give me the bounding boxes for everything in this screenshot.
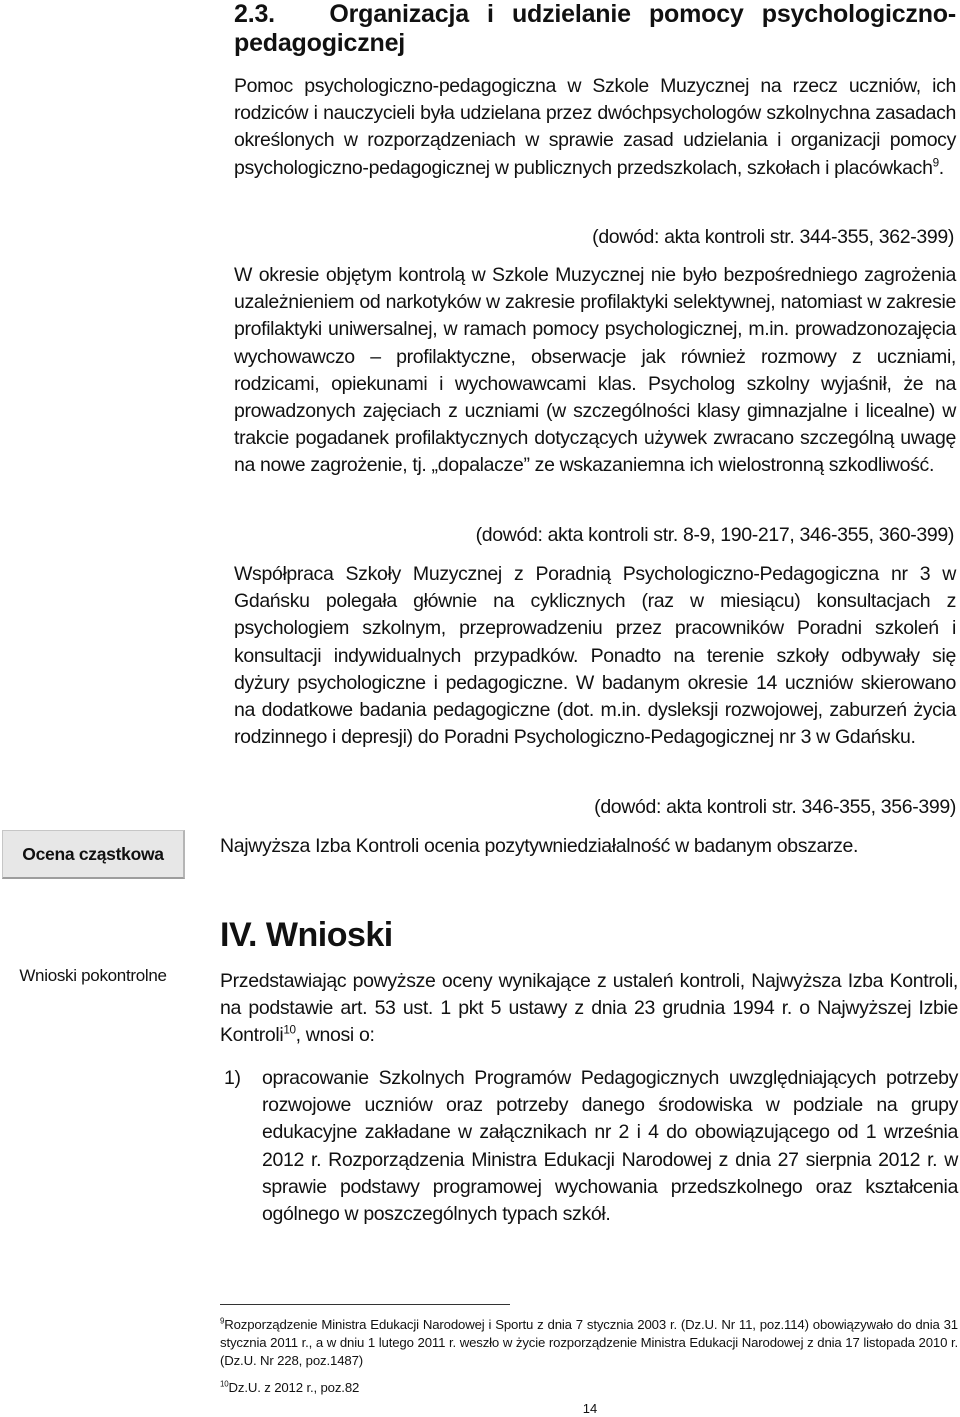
footnote-ref-10[interactable]: 10	[283, 1023, 296, 1037]
recommendations-intro: Przedstawiając powyższe oceny wynikające z ustaleń kontroli, Najwyższa Izba Kontroli, na podstawie art. 53 ust. 1 pkt 5 ustawy z dnia 23 grudnia 1994 r. o Najwyższej Izbie Kontroli$^{10}$, wnosi o:	[220, 970, 958, 1047]
evidence-reference: (dowód: akta kontroli str. 8-9, 190-217, 346-355, 360-399)	[475, 524, 954, 546]
post-audit-recommendations-label: Wnioski pokontrolne	[19, 966, 167, 985]
paragraph-cooperation: Współpraca Szkoły Muzycznej z Poradnią Psychologiczno-Pedagogiczna nr 3 w Gdańsku polegała głównie na cyklicznych (raz w miesiącu) konsultacjach z psychologiem szkolnym, przeprowadzeniu przez pracowników Poradni szkoleń i konsultacji indywidualnych przypadków. Ponadto na terenie szkoły odbywały się dyżury psychologiczne i pedagogiczne. W badanym okresie 14 uczniów skierowano na dodatkowe badania pedagogiczne (dot. m.in. dysleksji rozwojowej, zaburzeń życia rodzinnego i depresji) do Poradni Psychologiczno-Pedagogicznej nr 3 w Gdańsku.	[234, 563, 956, 749]
section-heading	[234, 0, 956, 58]
footnote-ref-9[interactable]: 9	[932, 156, 939, 170]
footnote-text: Dz.U. z 2012 r., poz.82	[228, 1380, 360, 1395]
chapter-title: IV. Wnioski	[220, 916, 393, 954]
list-item	[224, 1065, 958, 1228]
section-number: 2.3.	[234, 0, 275, 28]
footnote-10	[220, 1379, 958, 1397]
footnote-text: Rozporządzenie Ministra Edukacji Narodowej i Sportu z dnia 7 stycznia 2003 r. (Dz.U. Nr 11, poz.114) obowiązywało do dnia 31 stycznia 2011 r., a w dniu 1 lutego 2011 r. weszło w życie rozporządzenie Ministra Edukacji Narodowej z dnia 17 listopada 2010 r. (Dz.U. Nr 228, poz.1487)	[220, 1317, 958, 1368]
evidence-reference: (dowód: akta kontroli str. 346-355, 356-399)	[594, 796, 956, 818]
footnote-number: 9	[220, 1316, 225, 1326]
section-title: Organizacja i udzielanie pomocy psychologiczno-pedagogicznej	[234, 0, 956, 57]
list-item-text: opracowanie Szkolnych Programów Pedagogicznych uwzględniających potrzeby rozwojowe uczniów oraz potrzeby danego środowiska w podziale na grupy edukacyjne zakładane w załącznikach nr 2 i 4 do obowiązującego od 1 września 2012 r. Rozporządzenia Ministra Edukacji Narodowej z dnia 27 sierpnia 2012 r. w sprawie podstawy programowej wychowania przedszkolnego oraz kształcenia ogólnego w poszczególnych typach szkół.	[262, 1067, 958, 1226]
footnote-separator	[220, 1304, 510, 1305]
footnote-number: 10	[220, 1379, 229, 1389]
assessment-text: Najwyższa Izba Kontroli ocenia pozytywniedziałalność w badanym obszarze.	[220, 835, 859, 857]
footnote-9	[220, 1316, 958, 1370]
paragraph-help-organization: Pomoc psychologiczno-pedagogiczna w Szkole Muzycznej na rzecz uczniów, ich rodziców i nauczycieli była udzielana przez dwóchpsychologów szkolnychna zasadach określonych w rozporządzeniach w sprawie zasad udzielania i organizacji pomocy psychologiczno-pedagogicznej w publicznych przedszkolach, szkołach i placówkach$^9$.	[234, 75, 956, 179]
list-item-number: 1)	[224, 1067, 241, 1089]
recommendations-list	[224, 1065, 958, 1228]
page-number: 14	[582, 1401, 598, 1416]
partial-assessment-label: Ocena cząstkowa	[2, 830, 185, 879]
paragraph-prevention: W okresie objętym kontrolą w Szkole Muzycznej nie było bezpośredniego zagrożenia uzależnieniem od narkotyków w zakresie profilaktyki selektywnej, natomiast w zakresie profilaktyki uniwersalnej, w ramach pomocy psychologicznej, m.in. prowadzonozajęcia wychowawczo – profilaktyczne, obserwacje jak również rozmowy z uczniami, rodzicami, opiekunami i wychowawcami klas. Psycholog szkolny wyjaśnił, że na prowadzonych zajęciach z uczniami (w szczególności klasy gimnazjalne i licealne) w trakcie pogadanek profilaktycznych dotyczących używek zwracano szczególną uwagę na nowe zagrożenie, tj. „dopalacze” ze wskazaniemna ich wielostronną szkodliwość.	[234, 264, 956, 477]
evidence-reference: (dowód: akta kontroli str. 344-355, 362-399)	[592, 226, 954, 248]
